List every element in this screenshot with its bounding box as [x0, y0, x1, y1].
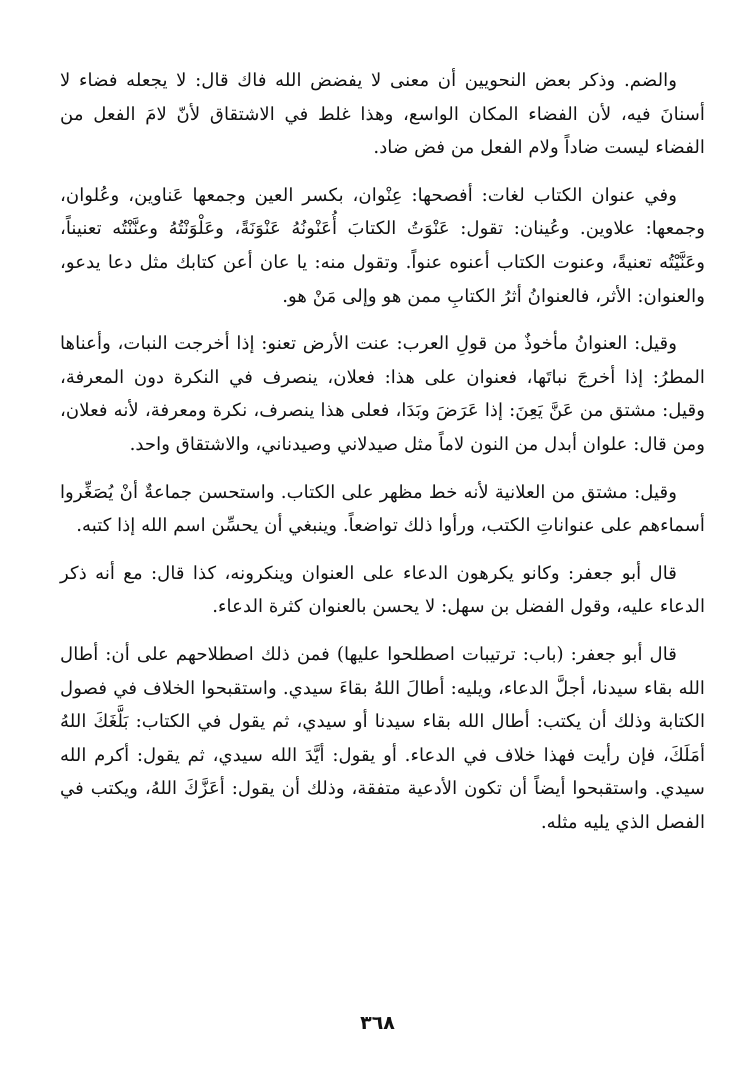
- paragraph-5: قال أبو جعفر: وكانو يكرهون الدعاء على العنوان وينكرونه، كذا قال: مع أنه ذكر الدعاء عليه، وقول الفضل بن سهل: لا يحسن بالعنوان كثرة الدعاء.: [60, 562, 705, 618]
- paragraph-2: وفي عنوان الكتاب لغات: أفصحها: عِنْوان، بكسر العين وجمعها عَناوين، وعُلوان، وجمعها: علاوين. وعُينان: تقول: عَنْوَتُ الكتابَ أُعَنْونُهُ عَنْوَنَةً، وعَلْوَنْتُهُ وعنَّنْتُه تعنيناً، وعَنَّيْتُه تعنيةً، وعنوت الكتاب أعنوه عنواً. وتقول منه: يا عان أعن كتابك مثل دعا يدعو، والعنوان: الأثر، فالعنوانُ أثرُ الكتابِ ممن هو وإلى مَنْ هو.: [60, 184, 705, 307]
- paragraph-1: والضم. وذكر بعض النحويين أن معنى لا يفضض الله فاك قال: لا يجعله فضاء لا أسنانَ فيه، لأن الفضاء المكان الواسع، وهذا غلط في الاشتقاق لأنّ لامَ الفعل من الفضاء ليست ضاداً ولام الفعل من فض ضاد.: [60, 70, 705, 159]
- paragraph-3: وقيل: العنوانُ مأخوذٌ من قولِ العرب: عنت الأرض تعنو: إذا أخرجت النبات، وأعناها المطرُ: إذا أخرجَ نباتَها، فعنوان على هذا: فعلان، ينصرف في النكرة دون المعرفة، وقيل: مشتق من عَنَّ يَعِنَ: إذا عَرَضَ وبَدَا، فعلى هذا ينصرف، نكرة ومعرفة، لأنه فعلان، ومن قال: علوان أبدل من النون لاماً مثل صيدلاني وصيدناني، والاشتقاق واحد.: [60, 333, 705, 455]
- paragraph-4: وقيل: مشتق من العلانية لأنه خط مظهر على الكتاب. واستحسن جماعةٌ أنْ يُصَغِّروا أسماءهم على عنواناتِ الكتب، ورأوا ذلك تواضعاً. وينبغي أن يحسِّن اسم الله إذا كتبه.: [60, 481, 705, 537]
- page-body: [60, 64, 705, 853]
- paragraph-6: قال أبو جعفر: (باب: ترتيبات اصطلحوا عليها) فمن ذلك اصطلاحهم على أن: أطال الله بقاء سيدنا، أجلَّ الدعاء، ويليه: أطالَ اللهُ بقاءَ سيدي. واستقبحوا الخلاف في فصول الكتابة وذلك أن يكتب: أطال الله بقاء سيدنا أو سيدي، ثم يقول في الكتاب: بَلَّغَكَ اللهُ أمَلَكَ، فإن رأيت فهذا خلاف في الدعاء. أو يقول: أيَّدَ الله سيدي، ثم يقول: أكرم الله سيدي. واستقبحوا أيضاً أن تكون الأدعية متفقة، وذلك أن يقول: أعَزَّكَ اللهُ، ويكتب في الفصل الذي يليه مثله.: [60, 643, 705, 833]
- page-number: ٣٦٨: [360, 1012, 395, 1034]
